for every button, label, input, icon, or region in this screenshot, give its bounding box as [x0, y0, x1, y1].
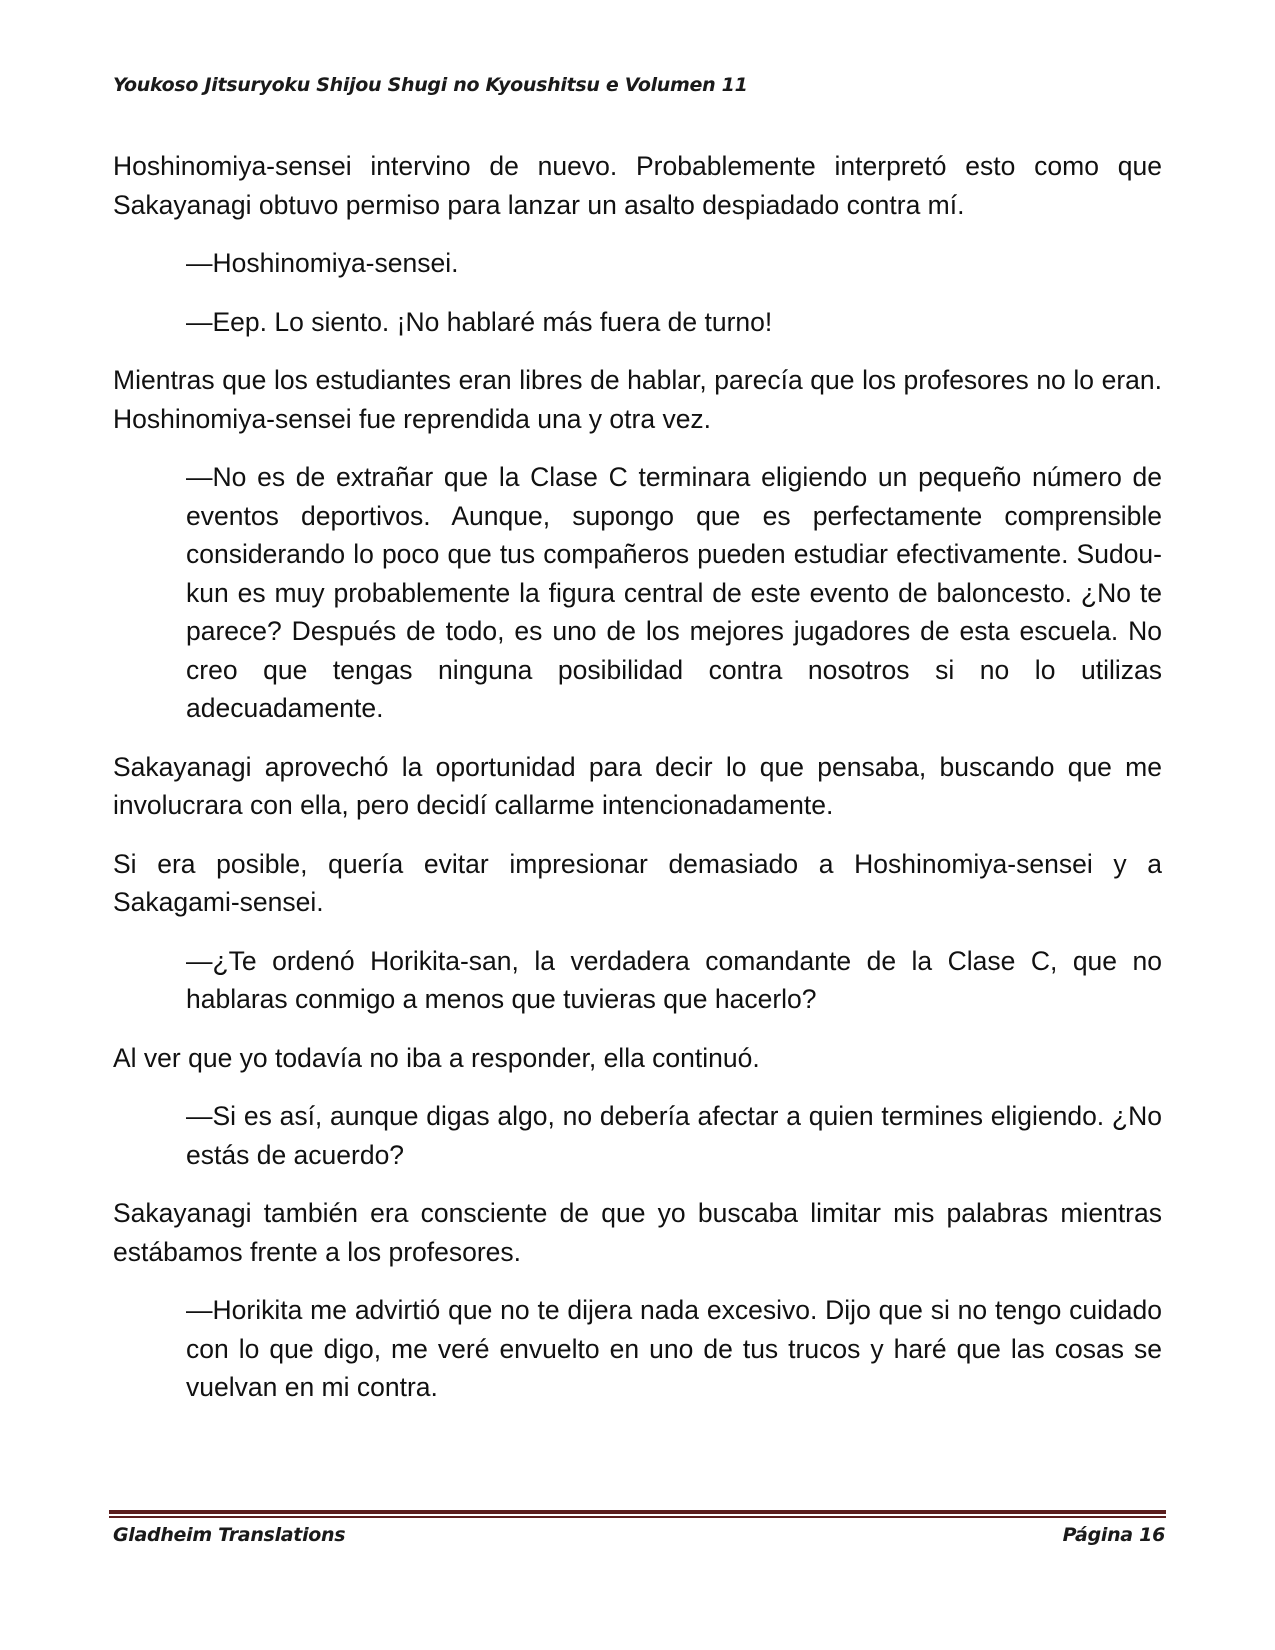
paragraph: Mientras que los estudiantes eran libres de hablar, parecía que los profesores no lo eran. Hoshinomiya-sensei fue reprendida una y otra vez. — [113, 365, 1162, 434]
dialogue-line: —Eep. Lo siento. ¡No hablaré más fuera de turno! — [186, 306, 773, 337]
dialogue-line: —Si es así, aunque digas algo, no debería afectar a quien termines eligiendo. ¿No estás de acuerdo? — [186, 1101, 1162, 1170]
paragraph: Si era posible, quería evitar impresionar demasiado a Hoshinomiya-sensei y a Sakagami-sensei. — [113, 848, 1162, 917]
footer-divider — [109, 1510, 1166, 1519]
paragraph: Sakayanagi también era consciente de que yo buscaba limitar mis palabras mientras estábamos frente a los profesores. — [113, 1198, 1162, 1267]
footer-divider-thick — [109, 1510, 1166, 1514]
dialogue-line: —No es de extrañar que la Clase C terminara eligiendo un pequeño número de eventos deportivos. Aunque, supongo que es perfectamente comprensible considerando lo poco que tus compañeros pueden estudiar efectivamente. Sudou-kun es muy probablemente la figura central de este evento de baloncesto. ¿No te parece? Después de todo, es uno de los mejores jugadores de esta escuela. No creo que tengas ninguna posibilidad contra nosotros si no lo utilizas adecuadamente. — [186, 462, 1162, 723]
page-body — [113, 147, 1162, 1427]
running-header: Youkoso Jitsuryoku Shijou Shugi no Kyoushitsu e Volumen 11 — [113, 74, 748, 96]
page-number: Página 16 — [1062, 1524, 1165, 1546]
dialogue-line: —Horikita me advirtió que no te dijera nada excesivo. Dijo que si no tengo cuidado con lo que digo, me veré envuelto en uno de tus trucos y haré que las cosas se vuelvan en mi contra. — [186, 1295, 1162, 1402]
footer-credit: Gladheim Translations — [113, 1524, 346, 1546]
dialogue-line: —¿Te ordenó Horikita-san, la verdadera comandante de la Clase C, que no hablaras conmigo a menos que tuvieras que hacerlo? — [186, 945, 1162, 1014]
paragraph: Hoshinomiya-sensei intervino de nuevo. Probablemente interpretó esto como que Sakayanagi obtuvo permiso para lanzar un asalto despiadado contra mí. — [113, 151, 1162, 220]
dialogue-line: —Hoshinomiya-sensei. — [186, 248, 459, 278]
footer-divider-thin — [109, 1516, 1166, 1518]
paragraph: Al ver que yo todavía no iba a responder, ella continuó. — [113, 1042, 760, 1073]
paragraph: Sakayanagi aprovechó la oportunidad para decir lo que pensaba, buscando que me involucrara con ella, pero decidí callarme intencionadamente. — [113, 751, 1162, 820]
